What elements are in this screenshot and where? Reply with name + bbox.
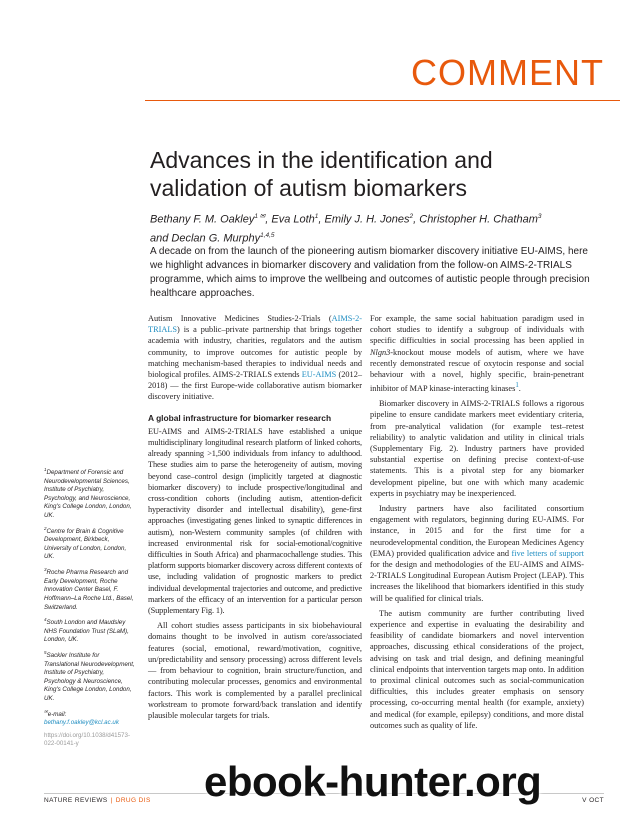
- body-column-left: [148, 313, 362, 725]
- author-affil-sup: 1: [314, 213, 319, 220]
- watermark-text: ebook-hunter.org: [204, 758, 542, 805]
- author-affil-sup: 3: [537, 213, 542, 220]
- paragraph: Biomarker discovery in AIMS-2-TRIALS follows a rigorous pipeline to ensure candidate markers meet evidentiary criteria, from pre-analytical validation (for example test–retest reliability) to analytic validation and utility in clinical trials (Supplementary Fig. 2). Industry partners have provided substantial expertise on defining precise context-of-use statements. This is a pivotal step for any biomarker development pipeline, but one with which many academic experts in psychiatry may be inexperienced.: [370, 399, 584, 498]
- email-link[interactable]: bethany.f.oakley@kcl.ac.uk: [44, 719, 119, 727]
- author-list: Bethany F. M. Oakley$^{1 ✉}$, Eva Loth$^1$, Emily J. H. Jones$^2$, Christopher H. Chatham$^3$ and Declan G. Murphy$^{1,4,5}$: [150, 213, 542, 245]
- letters-of-support-link[interactable]: five letters of support: [511, 548, 584, 558]
- author-name: Declan G. Murphy: [171, 232, 261, 245]
- paragraph: For example, the same social habituation paradigm used in cohort studies to identify a subgroup of individuals with specific difficulties in social processing has been applied in Nlgn3-knockout mouse models of autism, where we have recently demonstrated rescue of oxytocin response and social behaviour with a novel, highly specific, brain-penetrant inhibitor of MAP kinase-interacting kinases$^1$.: [370, 314, 584, 393]
- affiliation: $^4$South London and Maudsley NHS Foundation Trust (SLaM), London, UK.: [44, 617, 129, 644]
- affiliation: $^2$Centre for Brain & Cognitive Development, Birkbeck, University of London, London, UK.: [44, 525, 127, 561]
- section-rule: [145, 100, 620, 101]
- paragraph: EU-AIMS and AIMS-2-TRIALS have established a unique multidisciplinary longitudinal research platform of linked cohorts, already spanning >1,500 individuals from infancy to adulthood. These studies aim to parse the heterogeneity of autism, moving beyond case–control design (implicitly targeted at diagnostic biomarker discovery) to include prospective/longitudinal and cross-condition cohorts (including autism, attention-deficit hyperactivity disorder and intellectual disability), gene-first approaches (investigating genes linked to synaptic differences in autism), non-Western community samples (of children with increased environmental risk for social-emotional/cognitive difficulties in South Africa) and pharmacochallenge studies. This platform supports biomarker discovery across different contexts of use, including validation of prognostic markers to predict individual developmental trajectories and outcome, and predictive markers of the efficacy of an intervention for a particular person (Supplementary Fig. 1).: [148, 426, 362, 616]
- author-affil-sup: 2: [409, 213, 414, 220]
- eu-aims-link[interactable]: EU-AIMS: [301, 370, 337, 380]
- paragraph: Autism Innovative Medicines Studies-2-Trials (AIMS-2-TRIALS) is a public–private partnership that brings together academia with industry, charities, regulators and the autism community, to improve outcomes for autistic people by matching mechanism-based therapies to individual needs and biological profiles. AIMS-2-TRIALS extends EU-AIMS (2012–2018) — the first Europe-wide collaborative autism biomarker discovery initiative.: [148, 314, 362, 402]
- affiliations: [44, 466, 136, 749]
- author-affil-sup: 1 ✉: [254, 213, 266, 220]
- paragraph: All cohort studies assess participants in six biobehavioural domains thought to be involved in autism core/associated features (social, emotional, reward/motivation, cognitive, un/predictability and sensory processing) across different levels — from behaviour to cognition, brain structure/function, and contributing molecular processes, genomics and environmental factors. This work is complemented by a parallel preclinical workstream to promote forward/back translation and identify plausible molecular targets for trials.: [148, 621, 362, 720]
- aims2trials-link[interactable]: AIMS-2-TRIALS: [148, 314, 362, 335]
- author-name: Eva Loth: [271, 213, 315, 226]
- standfirst: A decade on from the launch of the pioneering autism biomarker discovery initiative EU-AIMS, here we highlight advances in biomarker discovery and validation from the follow-on AIMS-2-TRIALS programme, which aims to improve the wellbeing and outcomes of autistic people through precision healthcare approaches.: [150, 246, 590, 299]
- affiliation: $^1$Department of Forensic and Neurodevelopmental Sciences, Institute of Psychiatry, Psychology, and Neuroscience, King's College London, London, UK.: [44, 467, 132, 520]
- envelope-icon: ✉: [44, 708, 48, 714]
- footer-volume: V OCT: [582, 797, 604, 804]
- author-name: Bethany F. M. Oakley: [150, 213, 255, 226]
- paragraph: The autism community are further contributing lived experience and expertise in evaluating the desirability and feasibility of candidate biomarkers and novel intervention approaches, discussing ethical considerations of the project, advising on task and trial design, and defining meaningful clinical endpoints that intervention targets map onto. In addition to proximal clinical outcomes such as social-communication difficulties, this includes greater emphasis on sensory processing, co-occurring mental health (for example, anxiety) and medical (for example, epilepsy) conditions, and more distal outcomes such as quality of life.: [370, 608, 584, 730]
- footer-journal: NATURE REVIEWS | DRUG DIS: [44, 797, 151, 804]
- affiliation: $^5$Sackler Institute for Translational Neurodevelopment, Institute of Psychiatry, Psychology & Neuroscience, King's College London, London, UK.: [44, 649, 135, 702]
- affiliation: $^3$Roche Pharma Research and Early Development, Roche Innovation Center Basel, F. Hoffmann–La Roche Ltd., Basel, Switzerland.: [44, 567, 134, 611]
- doi-link[interactable]: https://doi.org/10.1038/d41573-022-00141-y: [44, 731, 131, 748]
- section-label: COMMENT: [411, 52, 604, 93]
- body-column-right: [370, 313, 584, 735]
- author-connector: and: [150, 232, 169, 245]
- author-affil-sup: 1,4,5: [260, 231, 275, 239]
- article-title: Advances in the identification and validation of autism biomarkers: [150, 147, 493, 201]
- author-name: Emily J. H. Jones: [324, 213, 410, 226]
- author-name: Christopher H. Chatham: [419, 213, 538, 226]
- paragraph: Industry partners have also facilitated consortium engagement with regulators, beginning during EU-AIMS. For instance, in 2015 and for the first time for a neurodevelopmental condition, the European Medicines Agency (EMA) provided qualification advice and five letters of support for the design and methodologies of the EU-AIMS and AIMS-2-TRIALS Longitudinal European Autism Project (LEAP). This increases the likelihood that biomarkers identified in this study will be qualified for clinical trials.: [370, 504, 584, 603]
- section-heading: A global infrastructure for biomarker research: [148, 412, 332, 423]
- corresponding-email: ✉e-mail: bethany.f.oakley@kcl.ac.uk: [44, 708, 119, 727]
- reference-link[interactable]: 1: [515, 382, 519, 390]
